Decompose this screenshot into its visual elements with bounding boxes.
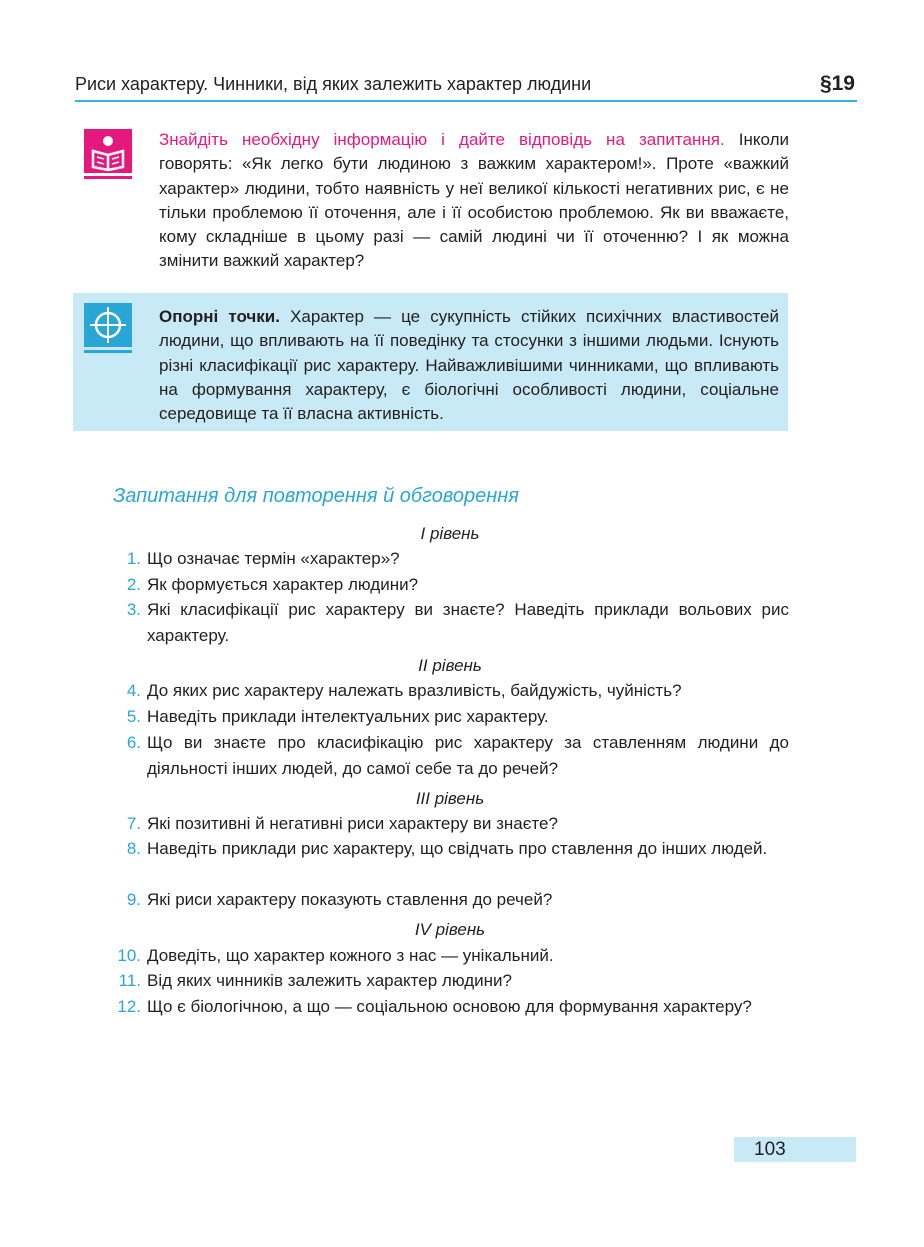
question-number: 6. — [126, 733, 141, 752]
question-number: 4. — [126, 681, 141, 700]
task-lead: Знайдіть необхідну інформацію і дайте відповідь на запитання. — [159, 130, 725, 149]
question-text: Які риси характеру показують ставлення до речей? — [147, 890, 553, 909]
question-item — [113, 887, 789, 913]
level-heading: I рівень — [420, 524, 480, 543]
question-number: 2. — [126, 575, 141, 594]
question-text: Які позитивні й негативні риси характеру ви знаєте? — [147, 814, 558, 833]
question-item — [113, 704, 789, 730]
page-number: 103 — [734, 1137, 856, 1162]
question-text: Що означає термін «характер»? — [147, 549, 400, 568]
question-text: Від яких чинників залежить характер людини? — [147, 971, 512, 990]
key-points-paragraph — [159, 305, 779, 426]
question-number: 10. — [117, 946, 141, 965]
question-item — [113, 811, 789, 837]
question-item — [113, 836, 789, 862]
question-item — [113, 730, 789, 781]
question-number: 3. — [126, 600, 141, 619]
question-text: До яких рис характеру належать вразливість, байдужість, чуйність? — [147, 681, 682, 700]
question-text: Наведіть приклади інтелектуальних рис характеру. — [147, 707, 549, 726]
question-item — [113, 572, 789, 598]
header-title: Риси характеру. Чинники, від яких залежить характер людини — [75, 74, 592, 94]
question-item — [113, 994, 789, 1020]
questions-heading: Запитання для повторення й обговорення — [113, 485, 519, 507]
question-number: 5. — [126, 707, 141, 726]
question-text: Що ви знаєте про класифікацію рис характеру за ставленням людини до діяльності інших людей, до самої себе та до речей? — [147, 733, 789, 778]
question-number: 1. — [126, 549, 141, 568]
section-number: §19 — [819, 72, 855, 95]
task-paragraph — [159, 128, 789, 274]
question-text: Наведіть приклади рис характеру, що свідчать про ставлення до інших людей. — [147, 839, 768, 858]
question-number: 9. — [126, 890, 141, 909]
question-text: Які класифікації рис характеру ви знаєте? Наведіть приклади вольових рис характеру. — [147, 600, 789, 645]
reading-person-icon — [84, 129, 132, 181]
question-text: Як формується характер людини? — [147, 575, 419, 594]
question-item — [113, 546, 789, 572]
question-text: Що є біологічною, а що — соціальною основою для формування характеру? — [147, 997, 752, 1016]
level-heading: II рівень — [418, 656, 482, 675]
question-item — [113, 597, 789, 648]
question-item — [113, 968, 789, 994]
question-number: 12. — [117, 997, 141, 1016]
question-item — [113, 678, 789, 704]
question-text: Доведіть, що характер кожного з нас — унікальний. — [147, 946, 554, 965]
question-item — [113, 943, 789, 969]
task-body: Інколи говорять: «Як легко бути людиною з важким характером!». Проте «важкий характер» людини, тобто наявність у неї великої кількості негативних рис, є не тільки проблемою її оточення, але і її особистою проблемою. Як ви вважаєте, кому складніше в цьому разі — самій людині чи її оточенню? І як можна змінити важкий характер? — [159, 130, 789, 271]
key-points-body: Характер — це сукупність стійких психічних властивостей людини, що впливають на її поведінку та стосунки з іншими людьми. Існують різні класифікації рис характеру. Найважливішими чинниками, що впливають на формування характеру, є біологічні особливості людини, соціальне середовище та її власна активність. — [159, 307, 779, 424]
question-number: 7. — [126, 814, 141, 833]
running-header — [75, 72, 857, 102]
level-heading: IV рівень — [414, 920, 486, 939]
key-points-lead: Опорні точки. — [159, 307, 280, 326]
question-number: 11. — [118, 971, 141, 990]
target-crosshair-icon — [84, 303, 132, 355]
level-heading: III рівень — [415, 789, 485, 808]
question-number: 8. — [126, 839, 141, 858]
